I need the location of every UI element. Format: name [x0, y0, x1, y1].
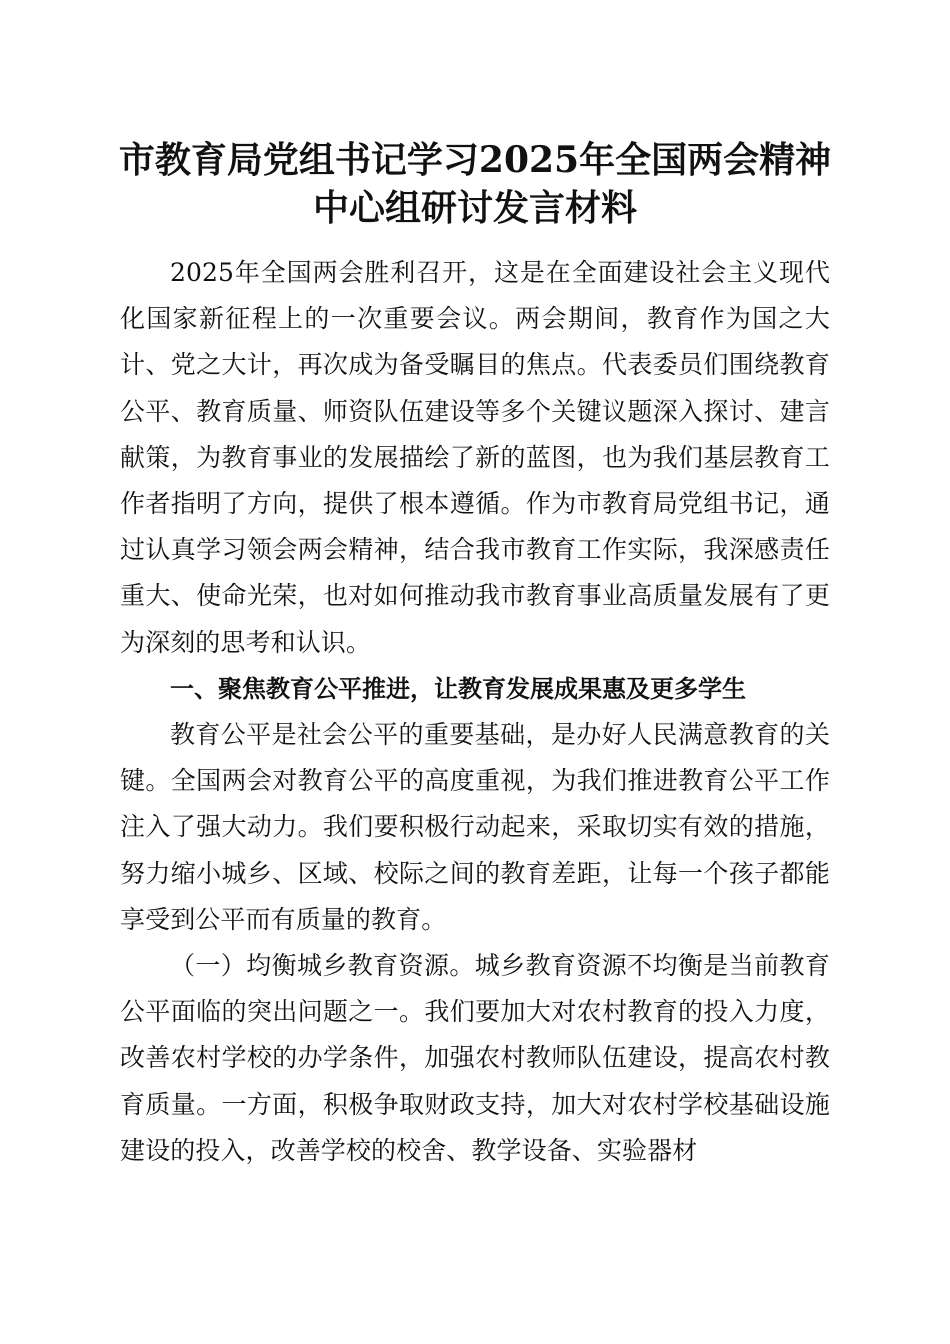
document-body: [120, 250, 830, 1174]
section-1-paragraph-1: 教育公平是社会公平的重要基础，是办好人民满意教育的关键。全国两会对教育公平的高度重视，为我们推进教育公平工作注入了强大动力。我们要积极行动起来，采取切实有效的措施，努力缩小城乡、区域、校际之间的教育差距，让每一个孩子都能享受到公平而有质量的教育。: [120, 720, 830, 934]
section-1-heading: 一、聚焦教育公平推进，让教育发展成果惠及更多学生: [170, 674, 746, 703]
intro-paragraph: 2025年全国两会胜利召开，这是在全面建设社会主义现代化国家新征程上的一次重要会议。两会期间，教育作为国之大计、党之大计，再次成为备受瞩目的焦点。代表委员们围绕教育公平、教育质量、师资队伍建设等多个关键议题深入探讨、建言献策，为教育事业的发展描绘了新的蓝图，也为我们基层教育工作者指明了方向，提供了根本遵循。作为市教育局党组书记，通过认真学习领会两会精神，结合我市教育工作实际，我深感责任重大、使命光荣，也对如何推动我市教育事业高质量发展有了更为深刻的思考和认识。: [120, 258, 830, 657]
section-1-paragraph-2: （一）均衡城乡教育资源。城乡教育资源不均衡是当前教育公平面临的突出问题之一。我们要加大对农村教育的投入力度，改善农村学校的办学条件，加强农村教师队伍建设，提高农村教育质量。一方面，积极争取财政支持，加大对农村学校基础设施建设的投入，改善学校的校舍、教学设备、实验器材: [120, 951, 830, 1165]
document-title-line-1: 市教育局党组书记学习2025年全国两会精神: [118, 139, 832, 181]
document-title-line-2: 中心组研讨发言材料: [312, 187, 637, 229]
